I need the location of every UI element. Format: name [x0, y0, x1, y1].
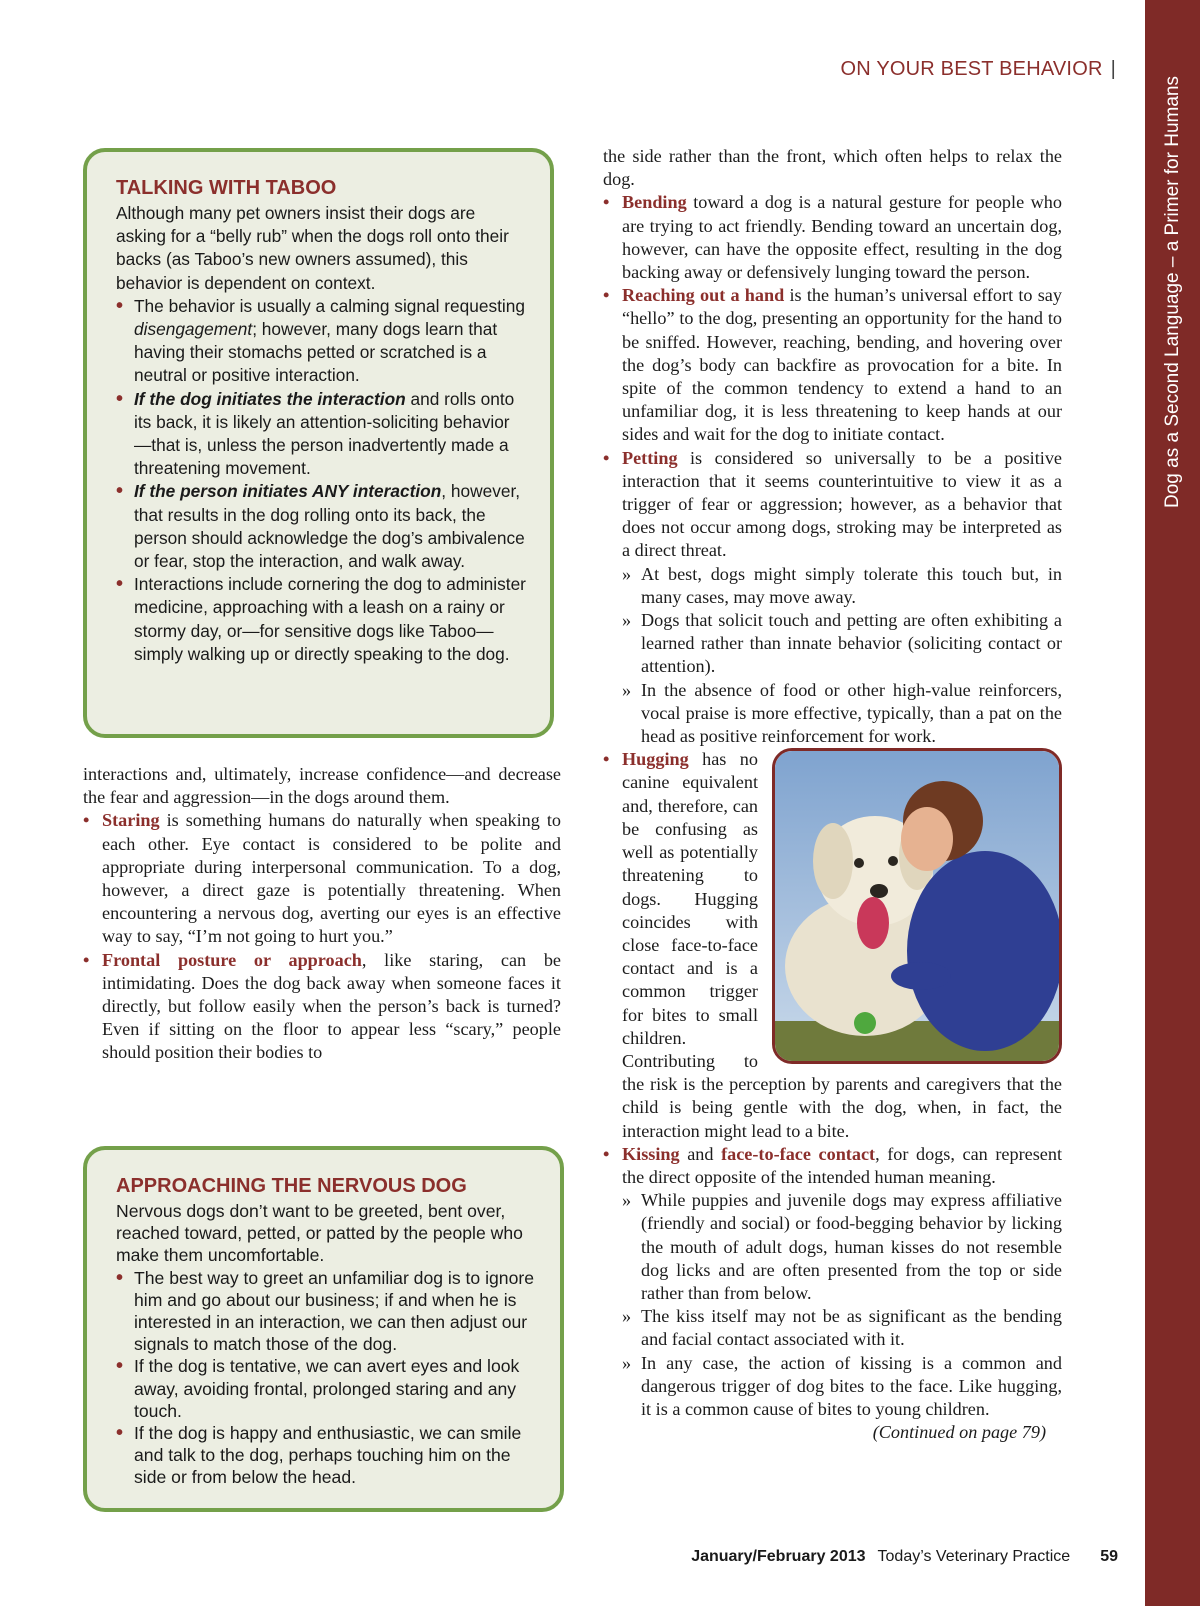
list-item: • If the dog is tentative, we can avert eyes and look away, avoiding frontal, prolonged staring and any touch.: [116, 1355, 536, 1422]
body-list: [603, 191, 1062, 1421]
item-text: and rolls onto its back, it is likely an attention-soliciting behavior—that is, unless the person inadvertently made a threatening movement.: [134, 388, 515, 479]
item-text: is considered so universally to be a positive interaction that it seems counterintuitive to view it as a trigger of fear or aggression; however, as a behavior that does not occur among dogs, stroking may be interpreted as a direct threat.: [622, 447, 1062, 561]
box-title: TALKING WITH TABOO: [116, 177, 337, 199]
dog-eye-right: [888, 856, 898, 866]
list-item-kissing: [603, 1143, 1062, 1189]
term-staring: Staring: [102, 810, 160, 831]
item-text: is something humans do naturally when speaking to each other. Eye contact is considered to be polite and appropriate during interpersonal communication. To a dog, however, a direct gaze is potentially threatening. When encountering a nervous dog, averting our eyes is an effective way to say, “I’m not going to hurt you.”: [102, 810, 561, 947]
header-separator: |: [1110, 58, 1116, 80]
item-emphasis: disengagement: [134, 319, 253, 340]
item-emphasis: If the person initiates ANY interaction: [134, 481, 442, 502]
magazine-name: Today’s Veterinary Practice: [877, 1548, 1071, 1565]
sub-item: » Dogs that solicit touch and petting are often exhibiting a learned rather than innate behavior (soliciting contact or attention).: [622, 609, 1062, 679]
box-list: [116, 1267, 536, 1489]
sidebar-title: Dog as a Second Language – a Primer for Humans: [1162, 76, 1183, 508]
right-column: [603, 145, 1062, 1444]
box-intro: Nervous dogs don’t want to be greeted, bent over, reached toward, petted, or patted by the people who make them uncomfortable.: [116, 1201, 523, 1266]
sub-item: » The kiss itself may not be as significant as the bending and facial contact associated with it.: [622, 1305, 1062, 1351]
left-column: [83, 763, 561, 1065]
list-item-staring: [83, 809, 561, 948]
item-text: , however, that results in the dog rolling onto its back, the person should acknowledge the dog’s ambivalence or fear, stop the interaction, and walk away.: [134, 481, 525, 572]
dog-child-illustration: [775, 751, 1059, 1061]
photo-child-hugging-dog: [772, 748, 1062, 1064]
child-arm: [891, 962, 951, 990]
item-text: ; however, many dogs learn that having their stomachs petted or scratched is a neutral or positive interaction.: [134, 319, 498, 386]
paragraph: interactions and, ultimately, increase confidence—and decrease the fear and aggression—in the dogs around them.: [83, 764, 561, 808]
list-item: • The best way to greet an unfamiliar dog is to ignore him and go about our business; if and when he is interested in an interaction, we can then adjust our signals to match those of the dog.: [116, 1267, 536, 1356]
sub-item: » At best, dogs might simply tolerate this touch but, in many cases, may move away.: [622, 563, 1062, 609]
term-frontal: Frontal posture or approach: [102, 949, 362, 970]
term-petting: Petting: [622, 447, 678, 468]
term-hugging: Hugging: [622, 749, 689, 770]
item-text: , for dogs, can represent the direct opposite of the intended human meaning.: [622, 1143, 1062, 1187]
dog-tongue: [857, 897, 889, 949]
box-intro: Although many pet owners insist their dogs are asking for a “belly rub” when the dogs roll onto their backs (as Taboo’s new owners assumed), this behavior is dependent on context.: [116, 203, 509, 293]
paragraph: the side rather than the front, which often helps to relax the dog.: [603, 146, 1062, 190]
box-title: APPROACHING THE NERVOUS DOG: [116, 1175, 467, 1197]
item-text: is the human’s universal effort to say “hello” to the dog, presenting an opportunity for the hand to be sniffed. However, reaching, bending, and hovering over the dog’s body can backfire as provocation for a bite. In spite of the common tendency to extend a hand to an unfamiliar dog, it is less threatening to keep hands at our sides and wait for the dog to initiate contact.: [622, 285, 1062, 445]
sidebar-box-nervous-dog: [83, 1146, 564, 1512]
list-item-bending: [603, 191, 1062, 284]
term-bending: Bending: [622, 192, 687, 213]
sidebar-box-taboo: [83, 148, 554, 738]
continued-link[interactable]: (Continued on page 79): [872, 1422, 1046, 1443]
item-text: , like staring, can be intimidating. Does the dog back away when someone faces it directly, but follow easily when the person’s back is turned? Even if sitting on the floor to appear less “scary,” people should position their bodies to: [102, 949, 561, 1063]
list-item: [116, 388, 526, 481]
box-list: [116, 295, 526, 666]
body-list: [83, 809, 561, 1064]
child-face: [901, 807, 953, 871]
dog-eye-left: [854, 858, 864, 868]
dog-nose: [870, 884, 888, 898]
term-face-to-face: face-to-face contact: [721, 1143, 876, 1164]
item-text: Interactions include cornering the dog to administer medicine, approaching with a leash on a rainy or stormy day, or—for sensitive dogs like Taboo—simply walking up or directly speaking to the dog.: [134, 574, 526, 664]
list-item-reaching: [603, 284, 1062, 446]
running-head: [841, 58, 1116, 81]
dog-ear-left: [813, 823, 853, 899]
item-text: toward a dog is a natural gesture for people who are trying to act friendly. Bending toward an uncertain dog, however, can have the opposite effect, resulting in the dog backing away or defensively lunging toward the person.: [622, 192, 1062, 283]
term-reaching: Reaching out a hand: [622, 285, 785, 306]
term-kissing: Kissing: [622, 1143, 680, 1164]
page-number: 59: [1100, 1548, 1118, 1565]
item-text: has no canine equivalent and, therefore, can be confusing as well as potentially threatening to dogs. Hugging coincides with close face-to-face contact and is a common trigger for bites to small children. Contributing to the risk is the perception by parents and caregivers that the child is being gentle with the dog, when, in fact, the interaction might lead to a bite.: [622, 749, 1062, 1141]
sub-item: » In the absence of food or other high-value reinforcers, vocal praise is more effective, typically, than a pat on the head as positive reinforcement for work.: [622, 679, 1062, 749]
green-ball: [854, 1012, 876, 1034]
list-item: • If the dog is happy and enthusiastic, we can smile and talk to the dog, perhaps touching him on the side or from below the head.: [116, 1422, 536, 1489]
list-item: [116, 480, 526, 573]
list-item-petting: [603, 447, 1062, 563]
issue-date: January/February 2013: [691, 1548, 866, 1565]
list-item-frontal: [83, 949, 561, 1065]
list-item: [116, 295, 526, 388]
item-emphasis: If the dog initiates the interaction: [134, 388, 406, 409]
page-footer: [600, 1548, 1118, 1566]
child-sweater: [907, 851, 1059, 1051]
section-title: ON YOUR BEST BEHAVIOR: [840, 58, 1103, 80]
list-item: [116, 573, 526, 666]
list-item-hugging: [603, 748, 1062, 1142]
sub-item: » In any case, the action of kissing is a common and dangerous trigger of dog bites to the face. Like hugging, it is a common cause of bites to young children.: [622, 1352, 1062, 1422]
item-text: The behavior is usually a calming signal requesting: [134, 295, 525, 316]
sub-item: » While puppies and juvenile dogs may express affiliative (friendly and social) or food-begging behavior by licking the mouth of adult dogs, human kisses do not resemble dog licks and are often presented from the top or side rather than from below.: [622, 1189, 1062, 1305]
item-text: and: [679, 1143, 722, 1164]
